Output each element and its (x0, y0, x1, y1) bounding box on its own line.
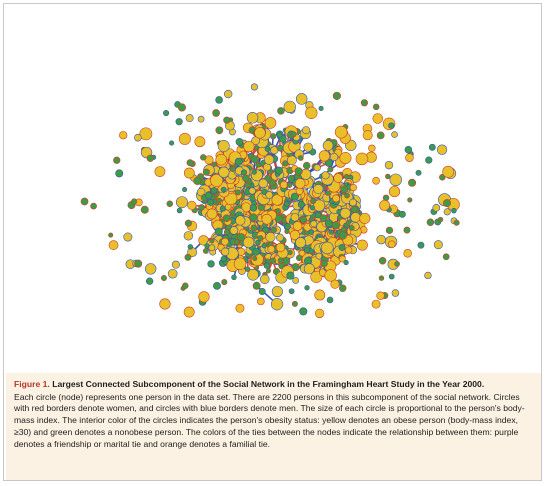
person-node (188, 244, 193, 249)
person-node (253, 282, 260, 289)
person-node (259, 179, 268, 188)
person-node (389, 186, 400, 197)
person-node (345, 247, 352, 254)
person-node (262, 214, 272, 224)
person-node (185, 254, 191, 260)
person-node (408, 198, 413, 203)
person-node (251, 84, 258, 91)
person-node (134, 134, 141, 141)
person-node (250, 205, 257, 212)
person-node (339, 285, 346, 292)
person-node (264, 155, 274, 165)
person-node (351, 206, 358, 213)
person-node (315, 290, 325, 300)
person-node (316, 253, 322, 259)
person-node (329, 230, 334, 235)
person-node (224, 90, 232, 98)
person-node (177, 208, 182, 213)
person-node (296, 255, 302, 261)
person-node (437, 145, 447, 155)
person-node (379, 257, 386, 264)
person-node (295, 178, 305, 188)
person-node (131, 199, 137, 205)
person-node (333, 195, 340, 202)
person-node (221, 187, 226, 192)
person-node (199, 292, 210, 303)
person-node (451, 208, 456, 213)
person-node (416, 170, 421, 175)
person-node (285, 223, 291, 229)
person-node (323, 140, 333, 150)
person-node (331, 280, 339, 288)
person-node (255, 240, 260, 245)
person-node (252, 248, 259, 255)
person-node (113, 157, 120, 164)
person-node (408, 179, 415, 186)
person-node (187, 160, 193, 166)
person-node (161, 275, 166, 280)
person-node (305, 285, 310, 290)
person-node (232, 275, 237, 280)
person-node (242, 175, 249, 182)
person-node (340, 152, 351, 163)
person-node (276, 234, 283, 241)
person-node (377, 235, 386, 244)
person-node (147, 155, 154, 162)
person-node (276, 167, 283, 174)
person-node (434, 240, 442, 248)
person-node (454, 220, 459, 225)
person-node (237, 233, 245, 241)
person-node (223, 215, 230, 222)
person-node (186, 114, 193, 121)
person-node (285, 229, 290, 234)
person-node (255, 127, 266, 138)
person-node (315, 309, 324, 318)
person-node (291, 213, 299, 221)
person-node (203, 248, 208, 253)
social-network-graph (5, 5, 542, 371)
person-node (215, 228, 222, 235)
person-node (91, 203, 97, 209)
person-node (145, 264, 156, 275)
figure-description: Each circle (node) represents one person in the data set. There are 2200 persons in this subcomponent of the social network. Circles with red borders denote women, and circles with blue borders denote men. The size of each circle is proportional to the person's body-mass index. The interior color of the circles indicates the person's obesity status: yellow denotes an obese person (body-mass index, ≥30) and green denotes a nonobese person. The colors of the ties between the nodes indicate the relationship between them: purple denotes a friendship or marital tie and orange denotes a familial tie. (14, 391, 525, 449)
person-node (187, 201, 196, 210)
caption-heading (14, 379, 533, 391)
person-node (373, 177, 380, 184)
person-node (208, 199, 214, 205)
person-node (247, 112, 258, 123)
person-node (330, 153, 338, 161)
person-node (328, 167, 334, 173)
person-node (265, 146, 270, 151)
person-node (314, 164, 321, 171)
person-node (287, 156, 296, 165)
person-node (109, 241, 118, 250)
person-node (390, 174, 402, 186)
person-node (292, 301, 297, 306)
person-node (266, 269, 271, 274)
person-node (222, 279, 227, 284)
person-node (383, 195, 389, 201)
person-node (179, 133, 190, 144)
person-node (271, 298, 283, 310)
person-node (146, 278, 153, 285)
person-node (438, 217, 443, 222)
person-node (236, 138, 243, 145)
person-node (271, 227, 277, 233)
person-node (321, 242, 333, 254)
person-node (178, 104, 186, 112)
person-node (377, 292, 385, 300)
person-node (303, 162, 310, 169)
person-node (235, 158, 242, 165)
person-node (249, 188, 256, 195)
figure-caption (6, 373, 541, 480)
person-node (427, 219, 434, 226)
person-node (339, 244, 345, 250)
person-node (176, 118, 183, 125)
person-node (277, 145, 283, 151)
person-node (341, 186, 348, 193)
person-node (293, 277, 299, 283)
person-node (155, 167, 165, 177)
network-nodes (81, 84, 460, 318)
person-node (277, 107, 284, 114)
person-node (230, 166, 236, 172)
person-node (252, 170, 257, 175)
person-node (360, 213, 370, 223)
person-node (344, 174, 349, 179)
person-node (325, 220, 333, 228)
person-node (433, 204, 440, 211)
person-node (198, 116, 204, 122)
person-node (235, 216, 245, 226)
person-node (340, 208, 350, 218)
person-node (339, 232, 347, 240)
person-node (217, 198, 222, 203)
person-node (284, 101, 296, 113)
person-node (373, 114, 383, 124)
person-node (185, 220, 192, 227)
person-node (213, 109, 220, 116)
person-node (405, 146, 412, 153)
person-node (429, 144, 435, 150)
person-node (305, 247, 310, 252)
person-node (219, 167, 230, 178)
person-node (205, 192, 212, 199)
person-node (264, 263, 270, 269)
person-node (200, 154, 206, 160)
figure-label: Figure 1. (14, 379, 50, 389)
person-node (385, 174, 390, 179)
person-node (216, 154, 227, 165)
person-node (251, 225, 257, 231)
person-node (356, 153, 368, 165)
person-node (116, 170, 123, 177)
person-node (443, 166, 454, 177)
person-node (108, 233, 112, 237)
person-node (399, 211, 405, 217)
figure-title: Largest Connected Subcomponent of the Social Network in the Framingham Heart Study in the Year 2000. (52, 379, 485, 389)
person-node (245, 182, 250, 187)
person-node (361, 100, 368, 107)
person-node (311, 221, 317, 227)
person-node (293, 222, 302, 231)
person-node (392, 290, 399, 297)
person-node (325, 191, 330, 196)
person-node (216, 127, 223, 134)
person-node (276, 208, 281, 213)
person-node (268, 246, 275, 253)
person-node (385, 161, 393, 169)
person-node (213, 282, 220, 289)
person-node (386, 227, 393, 234)
person-node (234, 258, 246, 270)
person-node (284, 201, 289, 206)
person-node (350, 184, 357, 191)
person-node (235, 190, 240, 195)
person-node (251, 156, 259, 164)
person-node (260, 275, 269, 284)
person-node (278, 258, 284, 264)
person-node (168, 269, 177, 278)
person-node (207, 209, 217, 219)
person-node (182, 187, 186, 191)
person-node (265, 117, 276, 128)
person-node (310, 206, 314, 210)
person-node (349, 199, 356, 206)
person-node (141, 206, 148, 213)
person-node (134, 260, 141, 267)
person-node (309, 230, 314, 235)
person-node (319, 106, 323, 110)
person-node (272, 286, 283, 297)
person-node (221, 256, 227, 262)
person-node (245, 267, 250, 272)
person-node (321, 260, 327, 266)
person-node (221, 248, 229, 256)
person-node (124, 233, 132, 241)
person-node (220, 206, 225, 211)
person-node (379, 276, 384, 281)
person-node (224, 117, 231, 124)
person-node (418, 242, 424, 248)
person-node (373, 104, 379, 110)
person-node (195, 137, 205, 147)
person-node (425, 272, 432, 279)
person-node (395, 261, 400, 266)
person-node (304, 143, 313, 152)
person-node (295, 168, 302, 175)
person-node (209, 245, 215, 251)
person-node (262, 243, 267, 248)
person-node (333, 92, 341, 100)
person-node (325, 270, 337, 282)
person-node (241, 170, 247, 176)
person-node (332, 222, 340, 230)
person-node (224, 229, 230, 235)
person-node (349, 225, 354, 230)
person-node (230, 226, 238, 234)
person-node (310, 198, 315, 203)
person-node (322, 172, 330, 180)
person-node (379, 200, 389, 210)
person-node (277, 133, 282, 138)
person-node (405, 154, 413, 162)
figure-frame (3, 3, 542, 481)
person-node (280, 181, 287, 188)
person-node (302, 126, 309, 133)
person-node (300, 216, 307, 223)
person-node (443, 254, 449, 260)
person-node (389, 274, 394, 279)
person-node (172, 261, 179, 268)
person-node (334, 174, 343, 183)
person-node (210, 239, 214, 243)
person-node (163, 110, 168, 115)
person-node (208, 261, 215, 268)
person-node (372, 300, 380, 308)
person-node (167, 201, 173, 207)
person-node (270, 133, 276, 139)
person-node (368, 145, 375, 152)
person-node (259, 288, 265, 294)
person-node (344, 193, 349, 198)
person-node (296, 93, 307, 104)
person-node (218, 140, 229, 151)
person-node (81, 198, 88, 205)
person-node (287, 272, 295, 280)
person-node (216, 96, 223, 103)
person-node (276, 243, 285, 252)
person-node (194, 177, 202, 185)
person-node (357, 240, 367, 250)
person-node (443, 199, 450, 206)
person-node (319, 151, 330, 162)
person-node (295, 237, 305, 247)
person-node (388, 241, 395, 248)
person-node (270, 258, 276, 264)
person-node (363, 130, 372, 139)
person-node (184, 168, 194, 178)
person-node (404, 249, 412, 257)
person-node (287, 183, 292, 188)
person-node (199, 204, 205, 210)
person-node (160, 299, 171, 310)
person-node (327, 297, 333, 303)
person-node (257, 298, 264, 305)
person-node (244, 141, 255, 152)
person-node (377, 132, 384, 139)
person-node (169, 141, 173, 145)
person-node (182, 283, 188, 289)
person-node (300, 308, 307, 315)
person-node (344, 260, 349, 265)
person-node (250, 214, 258, 222)
person-node (444, 209, 450, 215)
person-node (392, 132, 398, 138)
person-node (404, 227, 410, 233)
person-node (298, 155, 303, 160)
person-node (221, 238, 228, 245)
person-node (252, 256, 257, 261)
person-node (234, 240, 239, 245)
person-node (314, 184, 324, 194)
person-node (289, 289, 294, 294)
person-node (266, 232, 276, 242)
person-node (176, 197, 187, 208)
person-node (291, 132, 296, 137)
person-node (388, 123, 394, 129)
person-node (203, 169, 209, 175)
person-node (184, 231, 193, 240)
person-node (305, 107, 317, 119)
person-node (119, 131, 127, 139)
person-node (335, 126, 347, 138)
person-node (425, 157, 432, 164)
person-node (304, 264, 314, 274)
person-node (236, 304, 244, 312)
person-node (266, 191, 273, 198)
person-node (184, 307, 194, 317)
